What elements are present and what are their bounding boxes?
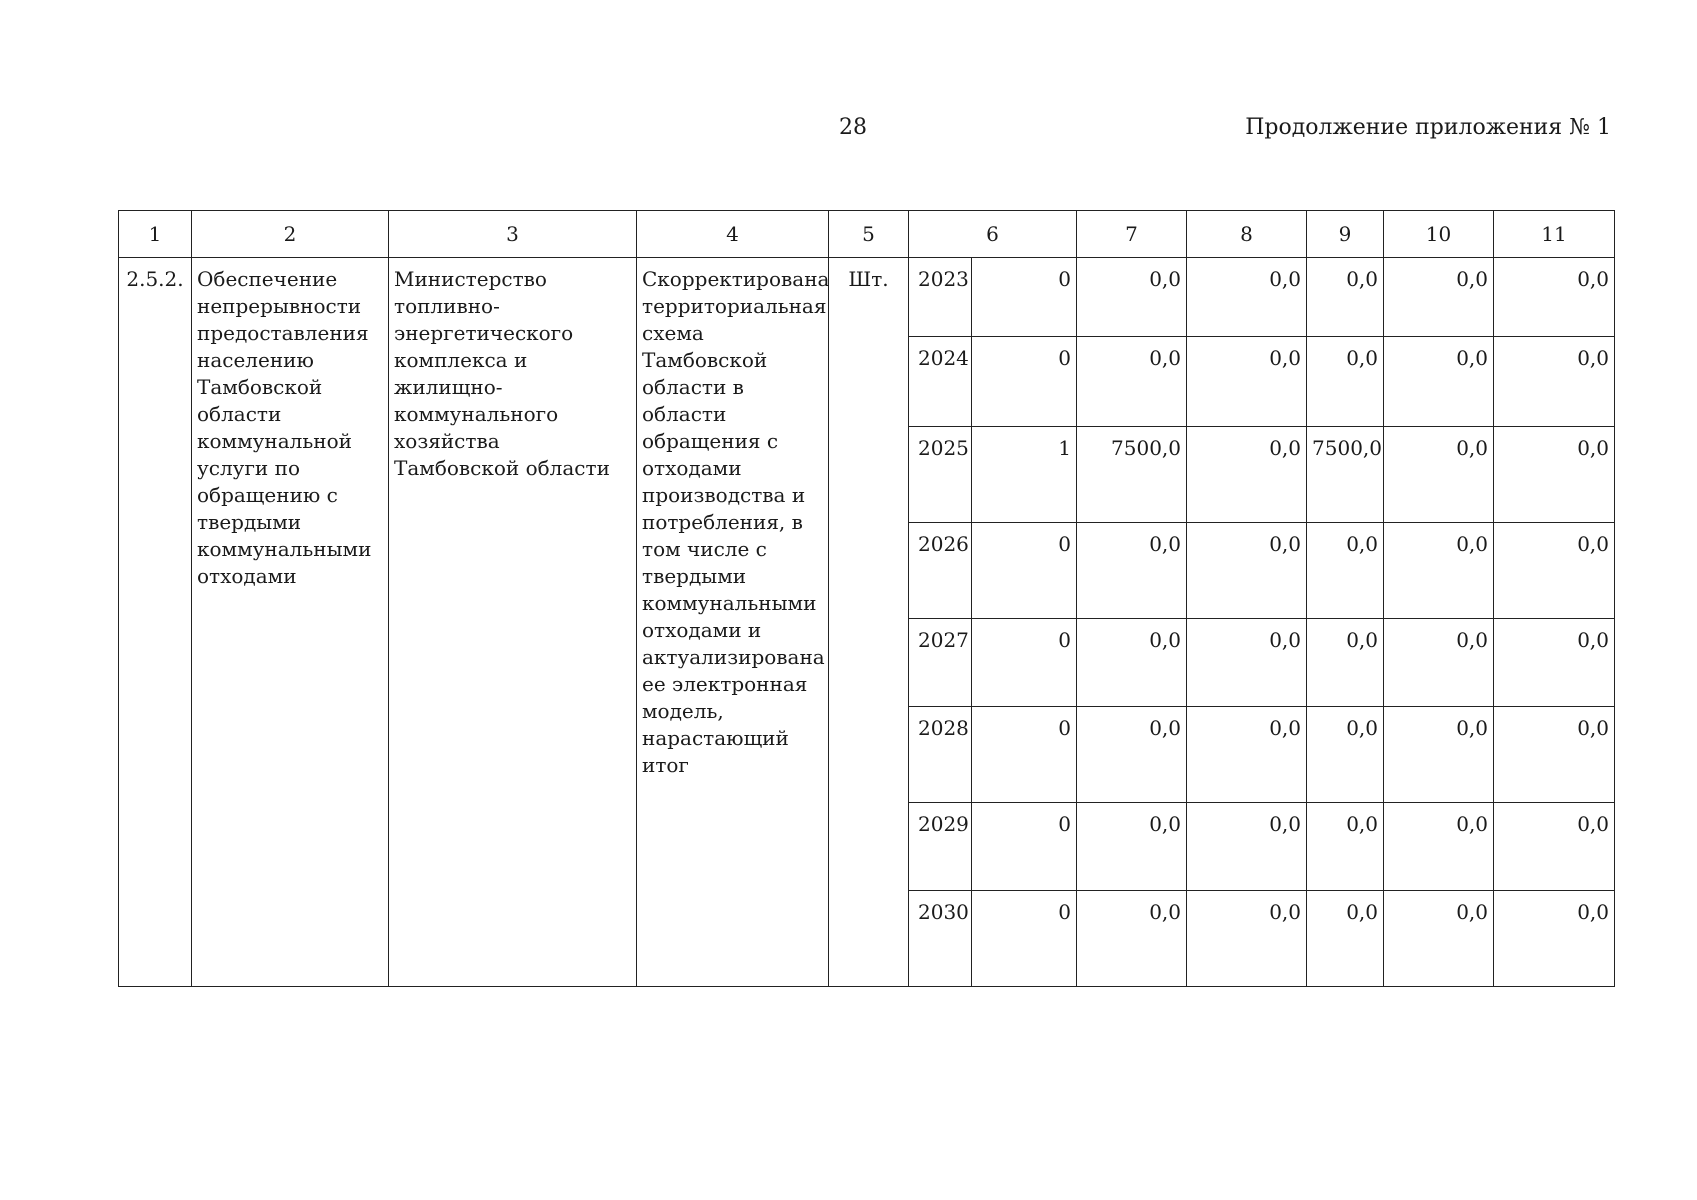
col7-cell: 0,0 (1077, 891, 1187, 987)
year-cell: 2027 (909, 619, 972, 707)
col10-cell: 0,0 (1384, 891, 1494, 987)
year-cell: 2030 (909, 891, 972, 987)
col10-cell: 0,0 (1384, 619, 1494, 707)
appendix-note: Продолжение приложения № 1 (1245, 115, 1611, 140)
year-cell: 2026 (909, 523, 972, 619)
col10-cell: 0,0 (1384, 803, 1494, 891)
year-cell: 2029 (909, 803, 972, 891)
col10-cell: 0,0 (1384, 427, 1494, 523)
row-number: 2.5.2. (119, 258, 192, 987)
header-col-4: 4 (637, 211, 829, 258)
header-col-8: 8 (1187, 211, 1307, 258)
col9-cell: 0,0 (1307, 337, 1384, 427)
col10-cell: 0,0 (1384, 258, 1494, 337)
year-cell: 2025 (909, 427, 972, 523)
value-cell: 0 (972, 258, 1077, 337)
value-cell: 0 (972, 619, 1077, 707)
value-cell: 0 (972, 707, 1077, 803)
row-description: Обеспечение непрерывности предоставления населению Тамбовской области коммунальной услуги по обращению с твердыми коммунальными отходами (192, 258, 389, 987)
col8-cell: 0,0 (1187, 337, 1307, 427)
col11-cell: 0,0 (1494, 803, 1615, 891)
col8-cell: 0,0 (1187, 619, 1307, 707)
col11-cell: 0,0 (1494, 523, 1615, 619)
value-cell: 1 (972, 427, 1077, 523)
col7-cell: 0,0 (1077, 803, 1187, 891)
col7-cell: 0,0 (1077, 523, 1187, 619)
value-cell: 0 (972, 891, 1077, 987)
col9-cell: 0,0 (1307, 523, 1384, 619)
col9-cell: 0,0 (1307, 803, 1384, 891)
col7-cell: 7500,0 (1077, 427, 1187, 523)
header-col-1: 1 (119, 211, 192, 258)
col11-cell: 0,0 (1494, 337, 1615, 427)
header-col-9: 9 (1307, 211, 1384, 258)
year-cell: 2028 (909, 707, 972, 803)
page-number: 28 (839, 115, 867, 140)
col7-cell: 0,0 (1077, 258, 1187, 337)
col8-cell: 0,0 (1187, 891, 1307, 987)
value-cell: 0 (972, 523, 1077, 619)
col8-cell: 0,0 (1187, 427, 1307, 523)
col8-cell: 0,0 (1187, 707, 1307, 803)
header-col-11: 11 (1494, 211, 1615, 258)
row-responsible: Министерство топливно-энергетического комплекса и жилищно-коммунального хозяйства Тамбовской области (389, 258, 637, 987)
col11-cell: 0,0 (1494, 427, 1615, 523)
header-col-6: 6 (909, 211, 1077, 258)
col10-cell: 0,0 (1384, 337, 1494, 427)
col7-cell: 0,0 (1077, 707, 1187, 803)
row-indicator: Скорректирована территориальная схема Тамбовской области в области обращения с отходами производства и потребления, в том числе с твердыми коммунальными отходами и актуализирована ее электронная модель, нарастающий итог (637, 258, 829, 987)
col10-cell: 0,0 (1384, 523, 1494, 619)
col11-cell: 0,0 (1494, 619, 1615, 707)
value-cell: 0 (972, 803, 1077, 891)
row-unit: Шт. (829, 258, 909, 987)
header-col-10: 10 (1384, 211, 1494, 258)
col9-cell: 0,0 (1307, 619, 1384, 707)
col9-cell: 7500,0 (1307, 427, 1384, 523)
col9-cell: 0,0 (1307, 707, 1384, 803)
program-table (118, 210, 1615, 987)
value-cell: 0 (972, 337, 1077, 427)
col9-cell: 0,0 (1307, 891, 1384, 987)
table-header-row (119, 211, 1615, 258)
col10-cell: 0,0 (1384, 707, 1494, 803)
header-col-3: 3 (389, 211, 637, 258)
col11-cell: 0,0 (1494, 707, 1615, 803)
table-row (119, 258, 1615, 337)
header-col-7: 7 (1077, 211, 1187, 258)
col11-cell: 0,0 (1494, 258, 1615, 337)
year-cell: 2023 (909, 258, 972, 337)
col7-cell: 0,0 (1077, 337, 1187, 427)
col11-cell: 0,0 (1494, 891, 1615, 987)
col9-cell: 0,0 (1307, 258, 1384, 337)
year-cell: 2024 (909, 337, 972, 427)
header-col-5: 5 (829, 211, 909, 258)
col8-cell: 0,0 (1187, 258, 1307, 337)
col8-cell: 0,0 (1187, 523, 1307, 619)
col8-cell: 0,0 (1187, 803, 1307, 891)
header-col-2: 2 (192, 211, 389, 258)
col7-cell: 0,0 (1077, 619, 1187, 707)
